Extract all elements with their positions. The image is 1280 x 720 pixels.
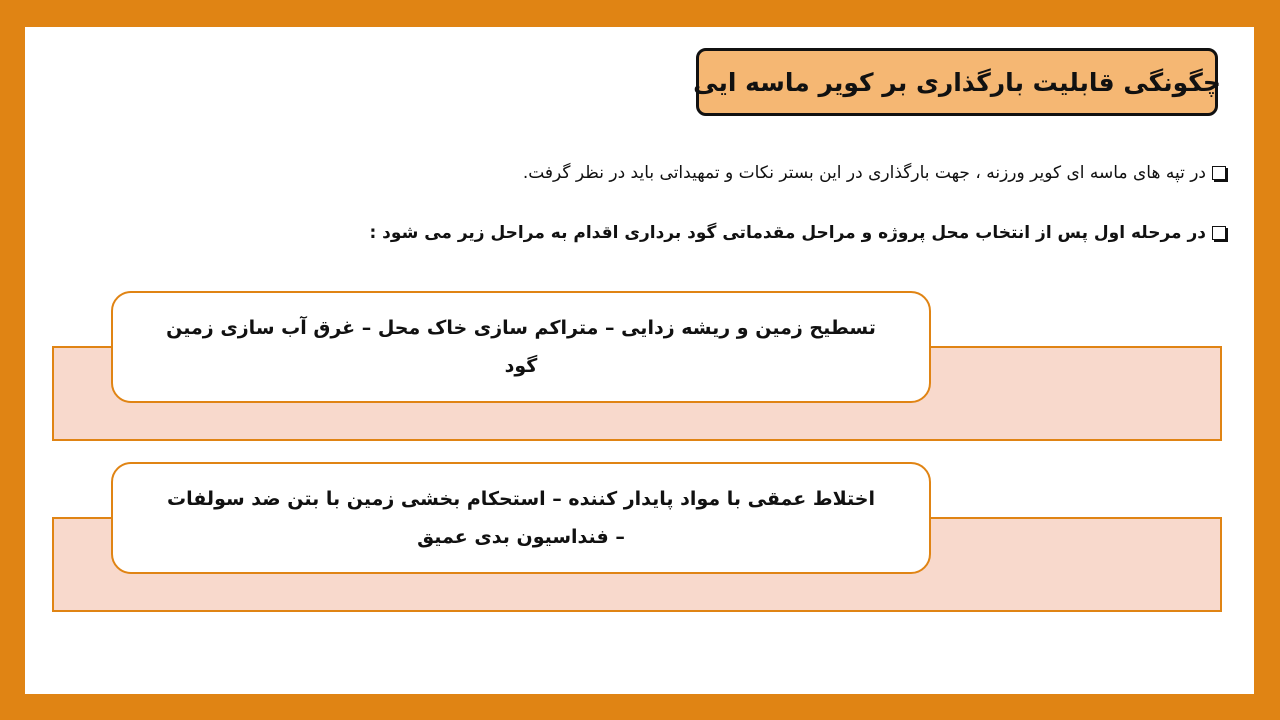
bullet-item-1: [523, 163, 1226, 183]
slide-title: چگونگی قابلیت بارگذاری بر کویر ماسه ایی: [693, 67, 1221, 97]
slide: [25, 27, 1254, 694]
bullet-text-1: در تپه های ماسه ای کویر ورزنه ، جهت بارگذاری در این بستر نکات و تمهیداتی باید در نظر گرفت.: [522, 163, 1206, 183]
checkbox-bullet-icon: [1212, 166, 1226, 180]
title-box: [693, 48, 1221, 116]
step-card-1: [111, 291, 931, 403]
step-card-2: [111, 462, 931, 574]
bullet-item-2: [369, 223, 1226, 243]
step-text-2: اختلاط عمقی با مواد پایدار کننده – استحکام بخشی زمین با بتن ضد سولفات – فنداسیون بدی عمیق: [167, 488, 875, 548]
step-text-1: تسطیح زمین و ریشه زدایی – متراکم سازی خاک محل – غرق آب سازی زمین گود: [166, 317, 876, 377]
bullet-text-2: در مرحله اول پس از انتخاب محل پروژه و مراحل مقدماتی گود برداری اقدام به مراحل زیر می شود :: [369, 223, 1206, 243]
checkbox-bullet-icon: [1212, 226, 1226, 240]
